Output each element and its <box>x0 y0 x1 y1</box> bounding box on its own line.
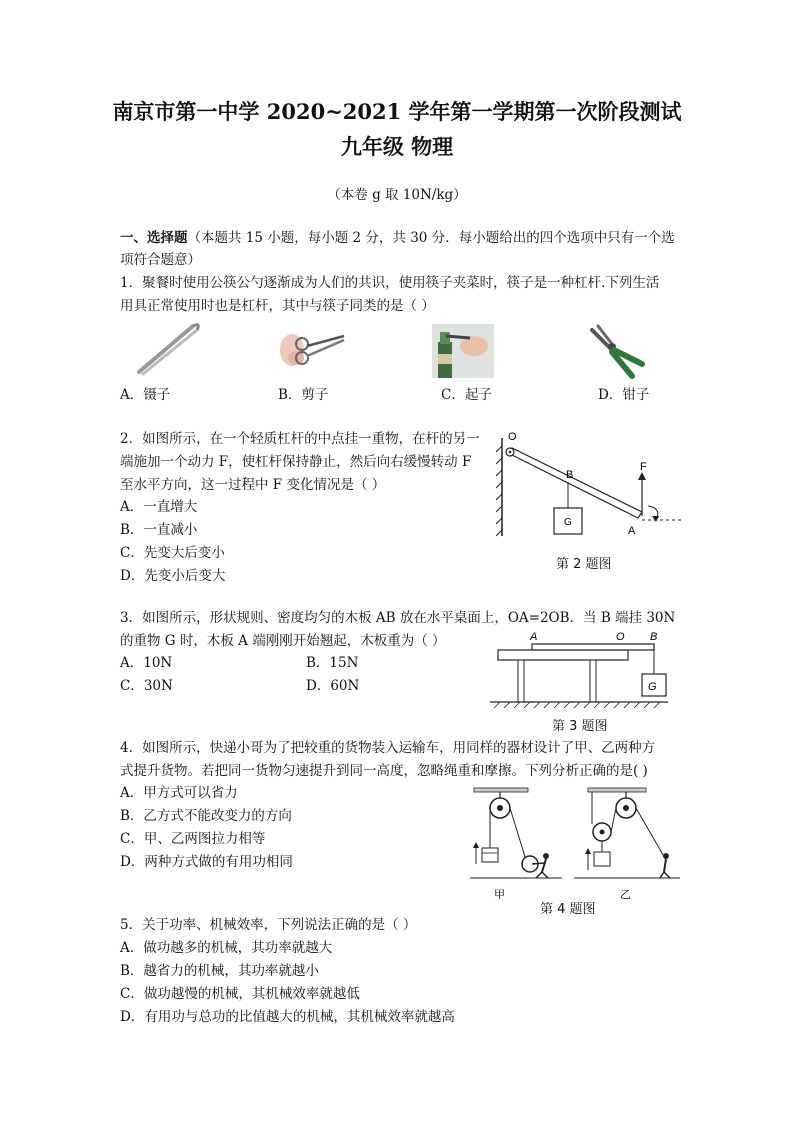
q5-option-a[interactable]: A．做功越多的机械，其功率就越大 <box>120 940 333 956</box>
q2-label-a: A <box>628 525 636 537</box>
q4-option-c[interactable]: C．甲、乙两图拉力相等 <box>120 831 266 847</box>
q4-option-a[interactable]: A．甲方式可以省力 <box>120 785 238 801</box>
q3-figure-caption: 第 3 题图 <box>552 719 608 734</box>
q4-pulley-figure <box>470 784 682 904</box>
tweezers-image <box>135 320 205 376</box>
q2-label-g: G <box>564 517 572 528</box>
q2-line1: 2．如图所示，在一个轻质杠杆的中点挂一重物，在杆的另一 <box>120 431 480 447</box>
q4-line2: 式提升货物。若把同一货物匀速提升到同一高度，忽略绳重和摩擦。下列分析正确的是( ) <box>120 763 648 779</box>
q3-line1: 3．如图所示，形状规则、密度均匀的木板 AB 放在水平桌面上，OA=2OB．当 B 端挂 30N <box>120 610 676 626</box>
q2-label-b: B <box>566 469 574 481</box>
bottle-opener-image <box>432 324 494 378</box>
gravity-note: （本卷 g 取 10N/kg） <box>327 187 467 203</box>
section-heading <box>120 227 675 249</box>
q1-option-d[interactable]: D．钳子 <box>598 387 650 403</box>
q4-label-jia: 甲 <box>494 889 505 901</box>
q2-option-c[interactable]: C．先变大后变小 <box>120 545 225 561</box>
q3-option-d[interactable]: D．60N <box>306 678 360 694</box>
q2-label-f: F <box>640 461 647 473</box>
q2-label-o: O <box>508 431 517 443</box>
q3-option-a[interactable]: A．10N <box>120 655 173 671</box>
q2-option-a[interactable]: A．一直增大 <box>120 499 198 515</box>
q1-option-b[interactable]: B．剪子 <box>278 387 329 403</box>
q4-line1: 4．如图所示，快递小哥为了把较重的货物装入运输车，用同样的器材设计了甲、乙两种方 <box>120 740 656 756</box>
pliers-image <box>588 324 648 380</box>
q4-option-d[interactable]: D．两种方式做的有用功相同 <box>120 854 293 870</box>
q3-label-g: G <box>648 681 657 693</box>
q3-option-c[interactable]: C．30N <box>120 678 173 694</box>
exam-subtitle: 九年级 物理 <box>340 134 454 159</box>
q2-figure-caption: 第 2 题图 <box>556 557 612 572</box>
q3-line2: 的重物 G 时，木板 A 端刚刚开始翘起，木板重为（ ） <box>120 633 446 649</box>
q1-line2: 用具正常使用时也是杠杆，其中与筷子同类的是（ ） <box>120 298 435 314</box>
q5-option-c[interactable]: C．做功越慢的机械，其机械效率就越低 <box>120 986 360 1002</box>
exam-title: 南京市第一中学 2020~2021 学年第一学期第一次阶段测试 <box>112 99 682 124</box>
q5-line1: 5．关于功率、机械效率，下列说法正确的是（ ） <box>120 917 417 933</box>
q3-board-figure <box>490 630 680 714</box>
q2-option-b[interactable]: B．一直减小 <box>120 522 198 538</box>
q1-option-c[interactable]: C．起子 <box>441 387 492 403</box>
q4-figure-caption: 第 4 题图 <box>540 902 596 917</box>
q4-option-b[interactable]: B．乙方式不能改变力的方向 <box>120 808 292 824</box>
q5-option-d[interactable]: D．有用功与总功的比值越大的机械，其机械效率就越高 <box>120 1009 455 1025</box>
q2-lever-figure <box>496 428 686 540</box>
q4-label-yi: 乙 <box>620 889 631 901</box>
section-heading-desc: （本题共 15 小题，每小题 2 分，共 30 分．每小题给出的四个选项中只有一个选 <box>187 230 675 246</box>
section-heading-label: 一、选择题 <box>120 230 188 246</box>
q3-label-a: A <box>530 631 538 643</box>
q3-label-o: O <box>616 631 625 643</box>
q2-option-d[interactable]: D．先变小后变大 <box>120 568 226 584</box>
q2-line3: 至水平方向，这一过程中 F 变化情况是（ ） <box>120 477 386 493</box>
q1-line1: 1．聚餐时使用公筷公勺逐渐成为人们的共识，使用筷子夹菜时，筷子是一种杠杆.下列生活 <box>120 275 660 291</box>
section-heading-desc-2: 项符合题意） <box>120 252 201 268</box>
q2-line2: 端施加一个动力 F，使杠杆保持静止，然后向右缓慢转动 F <box>120 454 472 470</box>
scissors-image <box>278 322 348 378</box>
q3-label-b: B <box>650 631 658 643</box>
q5-option-b[interactable]: B．越省力的机械，其功率就越小 <box>120 963 319 979</box>
q1-option-a[interactable]: A．镊子 <box>120 387 171 403</box>
q3-option-b[interactable]: B．15N <box>306 655 359 671</box>
